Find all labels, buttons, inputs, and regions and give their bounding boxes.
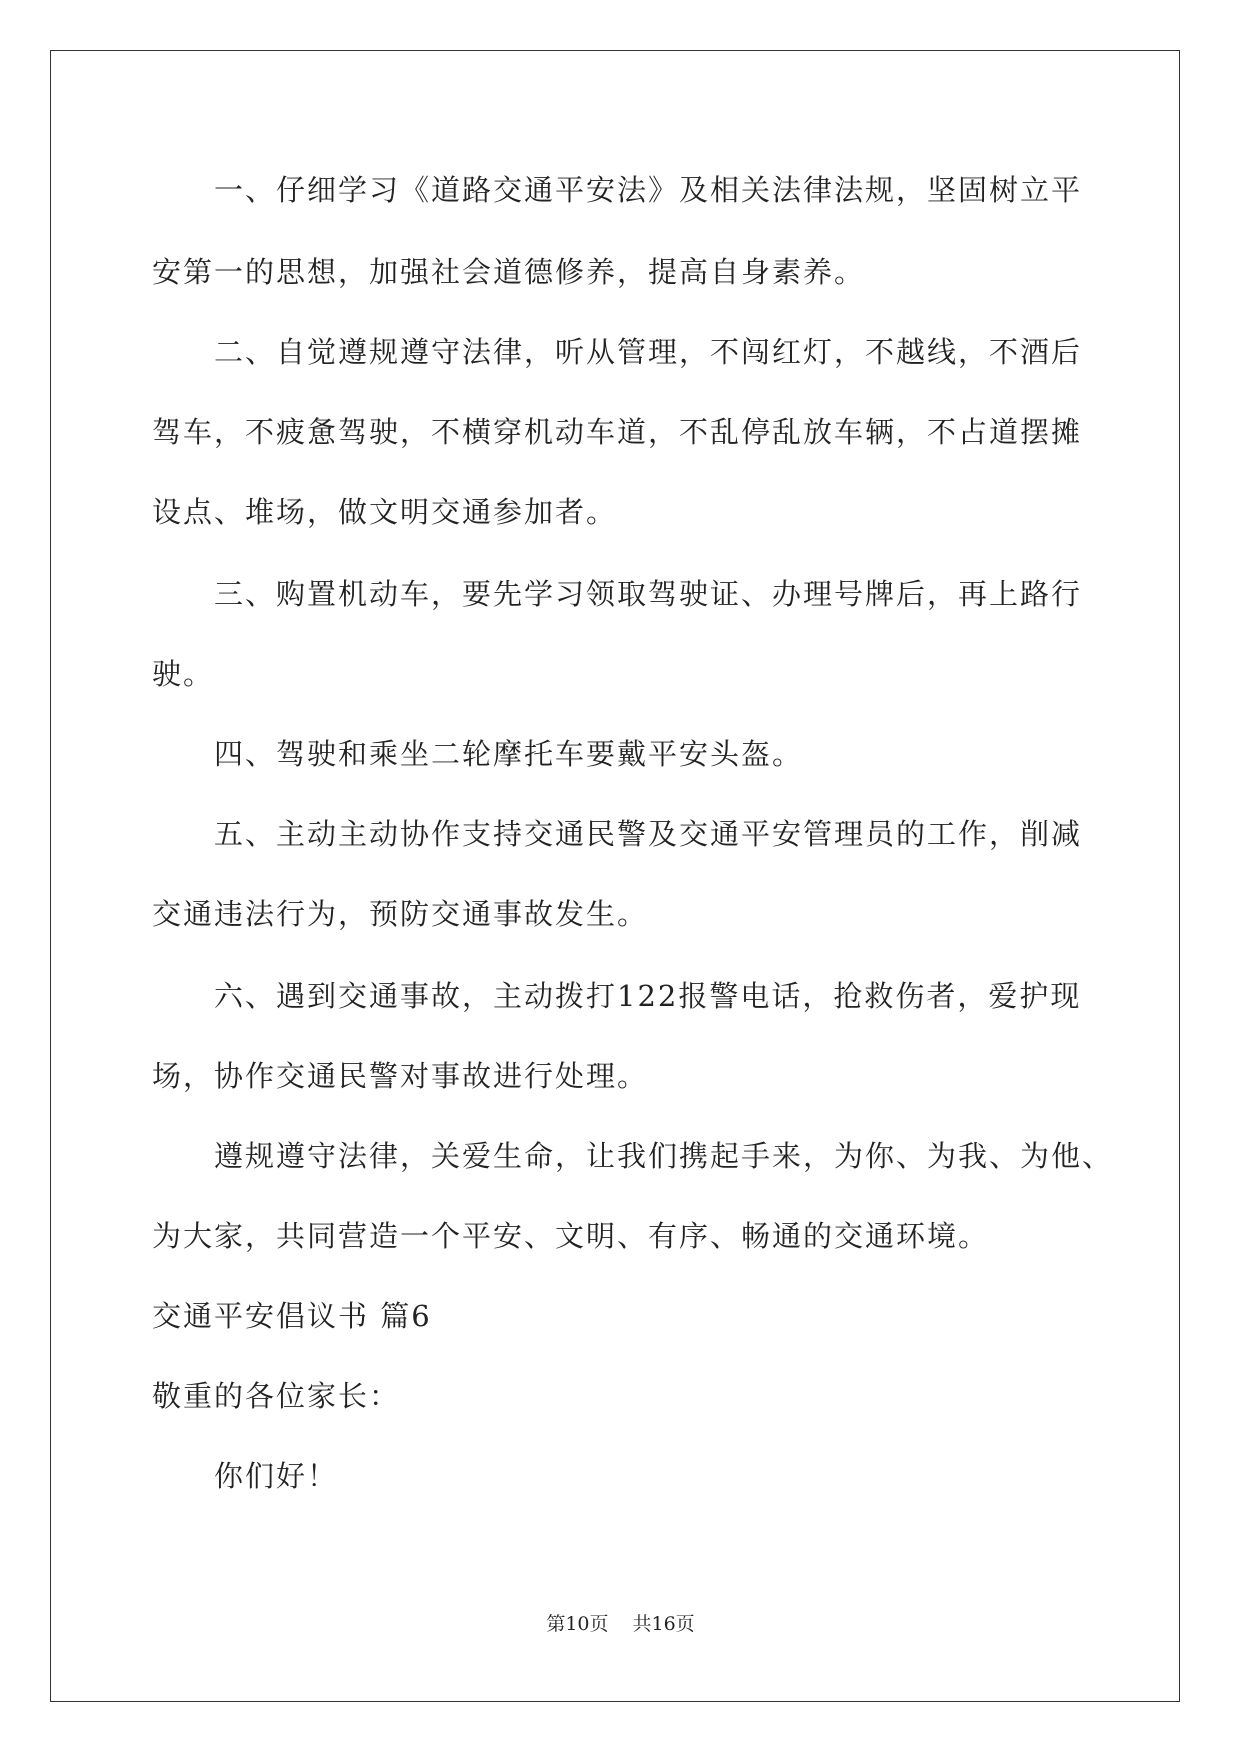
paragraph-1-line-1: 一、仔细学习《道路交通平安法》及相关法律法规，坚固树立平 [214,173,1083,207]
page-number: 第10页 [546,1613,609,1635]
paragraph-6-line-2: 场，协作交通民警对事故进行处理。 [152,1059,649,1093]
paragraph-2-line-3: 设点、堆场，做文明交通参加者。 [152,495,618,529]
section-heading: 交通平安倡议书 篇6 [152,1299,432,1333]
paragraph-1-line-2: 安第一的思想，加强社会道德修养，提高自身素养。 [152,255,866,289]
paragraph-5-line-2: 交通违法行为，预防交通事故发生。 [152,897,649,931]
paragraph-6-line-1: 六、遇到交通事故，主动拨打122报警电话，抢救伤者，爱护现 [214,979,1082,1013]
page-total: 共16页 [632,1613,695,1635]
page-border [50,50,1180,1702]
paragraph-4-line-1: 四、驾驶和乘坐二轮摩托车要戴平安头盔。 [214,737,804,771]
greeting: 你们好！ [214,1459,339,1493]
salutation: 敬重的各位家长： [152,1379,401,1413]
paragraph-5-line-1: 五、主动主动协作支持交通民警及交通平安管理员的工作，削减 [214,817,1083,851]
paragraph-7-line-2: 为大家，共同营造一个平安、文明、有序、畅通的交通环境。 [152,1219,990,1253]
paragraph-2-line-1: 二、自觉遵规遵守法律，听从管理，不闯红灯，不越线，不酒后 [214,335,1083,369]
paragraph-3-line-2: 驶。 [152,657,215,691]
paragraph-7-line-1: 遵规遵守法律，关爱生命，让我们携起手来，为你、为我、为他、 [214,1139,1114,1173]
paragraph-3-line-1: 三、购置机动车，要先学习领取驾驶证、办理号牌后，再上路行 [214,577,1083,611]
page-footer [0,1612,1241,1636]
paragraph-2-line-2: 驾车，不疲惫驾驶，不横穿机动车道，不乱停乱放车辆，不占道摆摊 [152,415,1083,449]
